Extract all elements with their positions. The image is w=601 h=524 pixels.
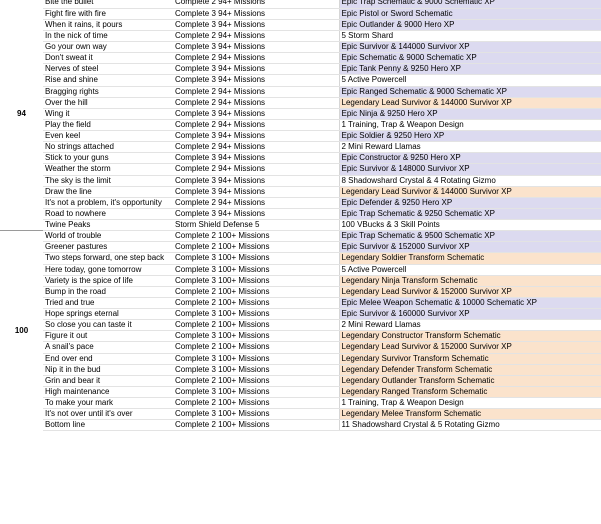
- requirement-cell[interactable]: Complete 3 100+ Missions: [173, 353, 339, 364]
- requirement-cell[interactable]: Complete 3 94+ Missions: [173, 131, 339, 142]
- quest-name-cell[interactable]: Bite the bullet: [43, 0, 173, 8]
- requirement-cell[interactable]: Complete 3 94+ Missions: [173, 175, 339, 186]
- quest-name-cell[interactable]: Here today, gone tomorrow: [43, 264, 173, 275]
- reward-cell[interactable]: Legendary Lead Survivor & 144000 Survivor XP: [339, 97, 601, 108]
- reward-cell[interactable]: Epic Defender & 9250 Hero XP: [339, 197, 601, 208]
- quest-row: [0, 8, 601, 19]
- reward-cell[interactable]: 2 Mini Reward Llamas: [339, 320, 601, 331]
- reward-cell[interactable]: Epic Melee Weapon Schematic & 10000 Schematic XP: [339, 297, 601, 308]
- quest-row: [0, 197, 601, 208]
- quest-row: [0, 386, 601, 397]
- quest-name-cell[interactable]: Fight fire with fire: [43, 8, 173, 19]
- reward-cell[interactable]: Legendary Lead Survivor & 144000 Survivor XP: [339, 186, 601, 197]
- quest-row: [0, 164, 601, 175]
- requirement-cell[interactable]: Complete 2 94+ Missions: [173, 30, 339, 41]
- quest-row: [0, 131, 601, 142]
- reward-cell[interactable]: Epic Trap Schematic & 9000 Schematic XP: [339, 0, 601, 8]
- requirement-cell[interactable]: Complete 3 100+ Missions: [173, 409, 339, 420]
- quest-row: [0, 353, 601, 364]
- quest-row: [0, 175, 601, 186]
- quest-row: [0, 42, 601, 53]
- reward-cell[interactable]: 100 VBucks & 3 Skill Points: [339, 220, 601, 231]
- reward-cell[interactable]: Epic Survivor & 148000 Survivor XP: [339, 164, 601, 175]
- requirement-cell[interactable]: Complete 3 94+ Missions: [173, 208, 339, 219]
- quest-name-cell[interactable]: So close you can taste it: [43, 320, 173, 331]
- quest-row: [0, 19, 601, 30]
- quest-row: [0, 420, 601, 431]
- requirement-cell[interactable]: Complete 2 94+ Missions: [173, 119, 339, 130]
- quest-name-cell[interactable]: Figure it out: [43, 331, 173, 342]
- quest-name-cell[interactable]: The sky is the limit: [43, 175, 173, 186]
- quest-name-cell[interactable]: Greener pastures: [43, 242, 173, 253]
- requirement-cell[interactable]: Complete 3 100+ Missions: [173, 309, 339, 320]
- requirement-cell[interactable]: Complete 3 100+ Missions: [173, 331, 339, 342]
- quest-row: [0, 286, 601, 297]
- requirement-cell[interactable]: Complete 3 94+ Missions: [173, 8, 339, 19]
- quest-row: [0, 297, 601, 308]
- quest-name-cell[interactable]: Don't sweat it: [43, 53, 173, 64]
- requirement-cell[interactable]: Complete 2 100+ Missions: [173, 231, 339, 242]
- quest-row: [0, 75, 601, 86]
- reward-cell[interactable]: Legendary Outlander Transform Schematic: [339, 375, 601, 386]
- reward-cell[interactable]: Legendary Constructor Transform Schematic: [339, 331, 601, 342]
- reward-cell[interactable]: Legendary Ranged Transform Schematic: [339, 386, 601, 397]
- quest-name-cell[interactable]: Variety is the spice of life: [43, 275, 173, 286]
- quest-row: [0, 398, 601, 409]
- reward-cell[interactable]: 1 Training, Trap & Weapon Design: [339, 398, 601, 409]
- reward-cell[interactable]: 11 Shadowshard Crystal & 5 Rotating Gizmo: [339, 420, 601, 431]
- reward-cell[interactable]: 5 Active Powercell: [339, 264, 601, 275]
- requirement-cell[interactable]: Complete 2 100+ Missions: [173, 242, 339, 253]
- reward-cell[interactable]: 8 Shadowshard Crystal & 4 Rotating Gizmo: [339, 175, 601, 186]
- requirement-cell[interactable]: Complete 2 100+ Missions: [173, 398, 339, 409]
- quest-row: [0, 86, 601, 97]
- quest-name-cell[interactable]: Road to nowhere: [43, 208, 173, 219]
- quest-name-cell[interactable]: No strings attached: [43, 142, 173, 153]
- requirement-cell[interactable]: Complete 2 94+ Missions: [173, 97, 339, 108]
- reward-cell[interactable]: Legendary Lead Survivor & 152000 Survivor XP: [339, 286, 601, 297]
- quest-name-cell[interactable]: Rise and shine: [43, 75, 173, 86]
- quest-row: [0, 142, 601, 153]
- quest-row: [0, 364, 601, 375]
- reward-cell[interactable]: 5 Active Powercell: [339, 75, 601, 86]
- requirement-cell[interactable]: Complete 2 100+ Missions: [173, 342, 339, 353]
- requirement-cell[interactable]: Complete 2 100+ Missions: [173, 420, 339, 431]
- quest-name-cell[interactable]: When it rains, it pours: [43, 19, 173, 30]
- quest-row: [0, 253, 601, 264]
- quest-row: [0, 409, 601, 420]
- requirement-cell[interactable]: Complete 2 94+ Missions: [173, 0, 339, 8]
- requirement-cell[interactable]: Complete 3 100+ Missions: [173, 364, 339, 375]
- reward-cell[interactable]: Legendary Melee Transform Schematic: [339, 409, 601, 420]
- quest-name-cell[interactable]: In the nick of time: [43, 30, 173, 41]
- quest-row: [0, 186, 601, 197]
- reward-cell[interactable]: 5 Storm Shard: [339, 30, 601, 41]
- quest-row: [0, 331, 601, 342]
- quest-row: [0, 220, 601, 231]
- quest-row: [0, 264, 601, 275]
- requirement-cell[interactable]: Complete 2 94+ Missions: [173, 164, 339, 175]
- reward-cell[interactable]: Epic Tank Penny & 9250 Hero XP: [339, 64, 601, 75]
- reward-cell[interactable]: Legendary Ninja Transform Schematic: [339, 275, 601, 286]
- requirement-cell[interactable]: Complete 3 94+ Missions: [173, 75, 339, 86]
- quest-name-cell[interactable]: Nerves of steel: [43, 64, 173, 75]
- quest-name-cell[interactable]: High maintenance: [43, 386, 173, 397]
- requirement-cell[interactable]: Complete 3 94+ Missions: [173, 64, 339, 75]
- reward-cell[interactable]: Epic Trap Schematic & 9250 Schematic XP: [339, 208, 601, 219]
- quest-row: [0, 208, 601, 219]
- quest-row: [0, 97, 601, 108]
- requirement-cell[interactable]: Complete 2 100+ Missions: [173, 297, 339, 308]
- reward-cell[interactable]: Legendary Survivor Transform Schematic: [339, 353, 601, 364]
- quest-row: [0, 53, 601, 64]
- reward-cell[interactable]: Epic Survivor & 160000 Survivor XP: [339, 309, 601, 320]
- quest-name-cell[interactable]: Go your own way: [43, 42, 173, 53]
- level-cell[interactable]: 100: [0, 231, 43, 431]
- requirement-cell[interactable]: Complete 3 100+ Missions: [173, 264, 339, 275]
- reward-cell[interactable]: Legendary Defender Transform Schematic: [339, 364, 601, 375]
- reward-cell[interactable]: Legendary Lead Survivor & 152000 Survivor XP: [339, 342, 601, 353]
- requirement-cell[interactable]: Complete 3 94+ Missions: [173, 108, 339, 119]
- reward-cell[interactable]: Epic Survivor & 144000 Survivor XP: [339, 42, 601, 53]
- quest-name-cell[interactable]: Two steps forward, one step back: [43, 253, 173, 264]
- quest-name-cell[interactable]: Weather the storm: [43, 164, 173, 175]
- quest-name-cell[interactable]: Bragging rights: [43, 86, 173, 97]
- quest-row: [0, 275, 601, 286]
- reward-cell[interactable]: Legendary Soldier Transform Schematic: [339, 253, 601, 264]
- quest-name-cell[interactable]: Over the hill: [43, 97, 173, 108]
- quest-row: [0, 153, 601, 164]
- quest-name-cell[interactable]: To make your mark: [43, 398, 173, 409]
- level-cell[interactable]: 94: [17, 108, 26, 118]
- quest-name-cell[interactable]: Twine Peaks: [43, 220, 173, 231]
- reward-cell[interactable]: Epic Ranged Schematic & 9000 Schematic XP: [339, 86, 601, 97]
- quest-name-cell[interactable]: A snail's pace: [43, 342, 173, 353]
- reward-cell[interactable]: Epic Constructor & 9250 Hero XP: [339, 153, 601, 164]
- quest-row: [0, 309, 601, 320]
- quest-name-cell[interactable]: Nip it in the bud: [43, 364, 173, 375]
- requirement-cell[interactable]: Complete 3 94+ Missions: [173, 42, 339, 53]
- requirement-cell[interactable]: Complete 3 94+ Missions: [173, 186, 339, 197]
- requirement-cell[interactable]: Complete 3 100+ Missions: [173, 253, 339, 264]
- quest-row: [0, 375, 601, 386]
- quest-name-cell[interactable]: Grin and bear it: [43, 375, 173, 386]
- quest-name-cell[interactable]: End over end: [43, 353, 173, 364]
- reward-cell[interactable]: Epic Trap Schematic & 9500 Schematic XP: [339, 231, 601, 242]
- quest-name-cell[interactable]: Even keel: [43, 131, 173, 142]
- requirement-cell[interactable]: Complete 2 94+ Missions: [173, 86, 339, 97]
- requirement-cell[interactable]: Complete 2 94+ Missions: [173, 53, 339, 64]
- requirement-cell[interactable]: Complete 2 100+ Missions: [173, 375, 339, 386]
- reward-cell[interactable]: 1 Training, Trap & Weapon Design: [339, 119, 601, 130]
- requirement-cell[interactable]: Complete 2 100+ Missions: [173, 320, 339, 331]
- quest-row: [0, 242, 601, 253]
- requirement-cell[interactable]: Complete 3 100+ Missions: [173, 386, 339, 397]
- requirement-cell[interactable]: Complete 3 100+ Missions: [173, 275, 339, 286]
- reward-cell[interactable]: Epic Ninja & 9250 Hero XP: [339, 108, 601, 119]
- quest-name-cell[interactable]: It's not a problem, it's opportunity: [43, 197, 173, 208]
- quest-row: [0, 108, 601, 119]
- reward-cell[interactable]: Epic Survivor & 152000 Survivor XP: [339, 242, 601, 253]
- quest-name-cell[interactable]: Play the field: [43, 119, 173, 130]
- quest-name-cell[interactable]: Bump in the road: [43, 286, 173, 297]
- requirement-cell[interactable]: Complete 2 100+ Missions: [173, 286, 339, 297]
- quest-name-cell[interactable]: Wing it: [43, 108, 173, 119]
- quest-name-cell[interactable]: Tried and true: [43, 297, 173, 308]
- reward-cell[interactable]: Epic Soldier & 9250 Hero XP: [339, 131, 601, 142]
- quest-name-cell[interactable]: Bottom line: [43, 420, 173, 431]
- quest-name-cell[interactable]: Hope springs eternal: [43, 309, 173, 320]
- quest-name-cell[interactable]: World of trouble: [43, 231, 173, 242]
- requirement-cell[interactable]: Complete 2 94+ Missions: [173, 197, 339, 208]
- reward-cell[interactable]: Epic Pistol or Sword Schematic: [339, 8, 601, 19]
- reward-cell[interactable]: 2 Mini Reward Llamas: [339, 142, 601, 153]
- quest-row: [0, 342, 601, 353]
- requirement-cell[interactable]: Complete 3 94+ Missions: [173, 153, 339, 164]
- quest-name-cell[interactable]: Draw the line: [43, 186, 173, 197]
- quest-name-cell[interactable]: Stick to your guns: [43, 153, 173, 164]
- reward-cell[interactable]: Epic Outlander & 9000 Hero XP: [339, 19, 601, 30]
- requirement-cell[interactable]: Complete 3 94+ Missions: [173, 19, 339, 30]
- reward-cell[interactable]: Epic Schematic & 9000 Schematic XP: [339, 53, 601, 64]
- quest-row: [0, 119, 601, 130]
- quest-row: [0, 0, 601, 8]
- quest-row: [0, 320, 601, 331]
- quest-name-cell[interactable]: It's not over until it's over: [43, 409, 173, 420]
- requirement-cell[interactable]: Complete 2 94+ Missions: [173, 142, 339, 153]
- requirement-cell[interactable]: Storm Shield Defense 5: [173, 220, 339, 231]
- quest-row: [0, 231, 601, 242]
- quest-row: [0, 64, 601, 75]
- quest-row: [0, 30, 601, 41]
